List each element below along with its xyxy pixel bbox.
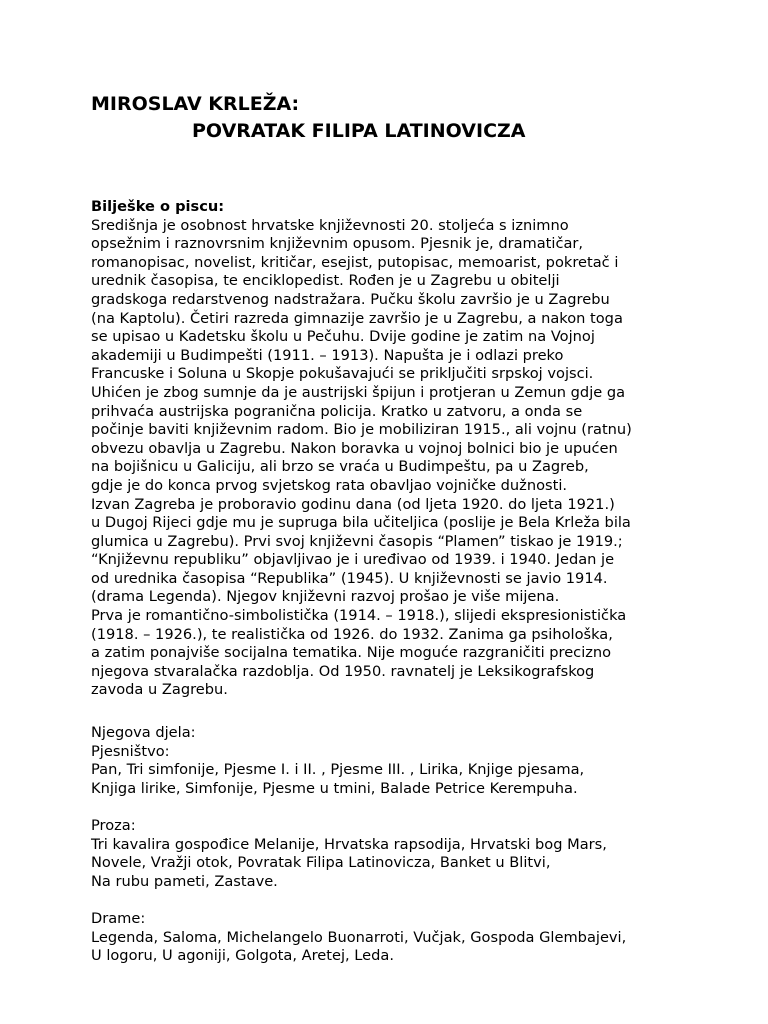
bio-line: gradskoga redarstvenog nadstražara. Pučku školu završio je u Zagrebu (91, 290, 610, 308)
bio-line: Francuske i Soluna u Skopje pokušavajući se priključiti srpskoj vojsci. (91, 365, 594, 383)
prose-label: Proza: (91, 816, 136, 834)
poetry-label: Pjesništvo: (91, 742, 170, 760)
document-title-author: MIROSLAV KRLEŽA: (91, 93, 300, 115)
bio-line: (drama Legenda). Njegov književni razvoj prošao je više mijena. (91, 588, 560, 606)
prose-line: Tri kavalira gospođice Melanije, Hrvatska rapsodija, Hrvatski bog Mars, (91, 835, 607, 853)
bio-line: zavoda u Zagrebu. (91, 681, 228, 699)
bio-line: “Književnu republiku” objavljivao je i uređivao od 1939. i 1940. Jedan je (91, 551, 615, 569)
bio-line: od urednika časopisa “Republika” (1945). U književnosti se javio 1914. (91, 569, 608, 587)
paragraph-spacer (91, 891, 691, 910)
bio-line: Središnja je osobnost hrvatske književnosti 20. stoljeća s iznimno (91, 216, 569, 234)
bio-line: (1918. – 1926.), te realistička od 1926. do 1932. Zanima ga psihološka, (91, 625, 613, 643)
bio-heading: Bilješke o piscu: (91, 198, 225, 215)
bio-line: Uhićen je zbog sumnje da je austrijski špijun i protjeran u Zemun gdje ga (91, 383, 626, 401)
bio-line: prihvaća austrijska pogranična policija. Kratko u zatvoru, a onda se (91, 402, 583, 420)
paragraph-spacer (91, 798, 691, 817)
bio-line: se upisao u Kadetsku školu u Pečuhu. Dvije godine je zatim na Vojnoj (91, 328, 595, 346)
bio-line: urednik časopisa, te enciklopedist. Rođen je u Zagrebu u obitelji (91, 272, 560, 290)
bio-line: opsežnim i raznovrsnim književnim opusom. Pjesnik je, dramatičar, (91, 235, 584, 253)
bio-line: a zatim ponajviše socijalna tematika. Nije moguće razgraničiti precizno (91, 644, 612, 662)
bio-line: glumica u Zagrebu). Prvi svoj književni časopis “Plamen” tiskao je 1919.; (91, 532, 623, 550)
bio-line: Izvan Zagreba je proboravio godinu dana (od ljeta 1920. do ljeta 1921.) (91, 495, 615, 513)
poetry-line: Knjiga lirike, Simfonije, Pjesme u tmini, Balade Petrice Kerempuha. (91, 779, 578, 797)
bio-line: akademiji u Budimpešti (1911. – 1913). Napušta je i odlazi preko (91, 346, 564, 364)
bio-line: obvezu obavlja u Zagrebu. Nakon boravka u vojnoj bolnici bio je upućen (91, 439, 618, 457)
bio-line: romanopisac, novelist, kritičar, esejist, putopisac, memoarist, pokretač i (91, 253, 619, 271)
prose-line: Na rubu pameti, Zastave. (91, 872, 278, 890)
document-title-work: POVRATAK FILIPA LATINOVICZA (192, 120, 526, 142)
bio-line: u Dugoj Rijeci gdje mu je supruga bila učiteljica (poslije je Bela Krleža bila (91, 514, 631, 532)
bio-section (91, 198, 691, 700)
bio-line: na bojišnicu u Galiciju, ali brzo se vraća u Budimpeštu, pa u Zagreb, (91, 458, 589, 476)
works-section (91, 724, 691, 966)
drama-label: Drame: (91, 909, 146, 927)
drama-line: U logoru, U agoniji, Golgota, Aretej, Leda. (91, 947, 394, 965)
bio-line: njegova stvaralačka razdoblja. Od 1950. ravnatelj je Leksikografskog (91, 662, 595, 680)
works-heading: Njegova djela: (91, 724, 196, 741)
prose-line: Novele, Vražji otok, Povratak Filipa Latinovicza, Banket u Blitvi, (91, 854, 551, 872)
poetry-line: Pan, Tri simfonije, Pjesme I. i II. , Pjesme III. , Lirika, Knjige pjesama, (91, 761, 585, 779)
bio-line: Prva je romantično-simbolistička (1914. – 1918.), slijedi ekspresionistička (91, 607, 627, 625)
bio-line: počinje baviti književnim radom. Bio je mobiliziran 1915., ali vojnu (ratnu) (91, 421, 632, 439)
drama-line: Legenda, Saloma, Michelangelo Buonarroti, Vučjak, Gospoda Glembajevi, (91, 928, 627, 946)
bio-line: gdje je do konca prvog svjetskog rata obavljao vojničke dužnosti. (91, 476, 568, 494)
bio-line: (na Kaptolu). Četiri razreda gimnazije završio je u Zagrebu, a nakon toga (91, 309, 623, 327)
